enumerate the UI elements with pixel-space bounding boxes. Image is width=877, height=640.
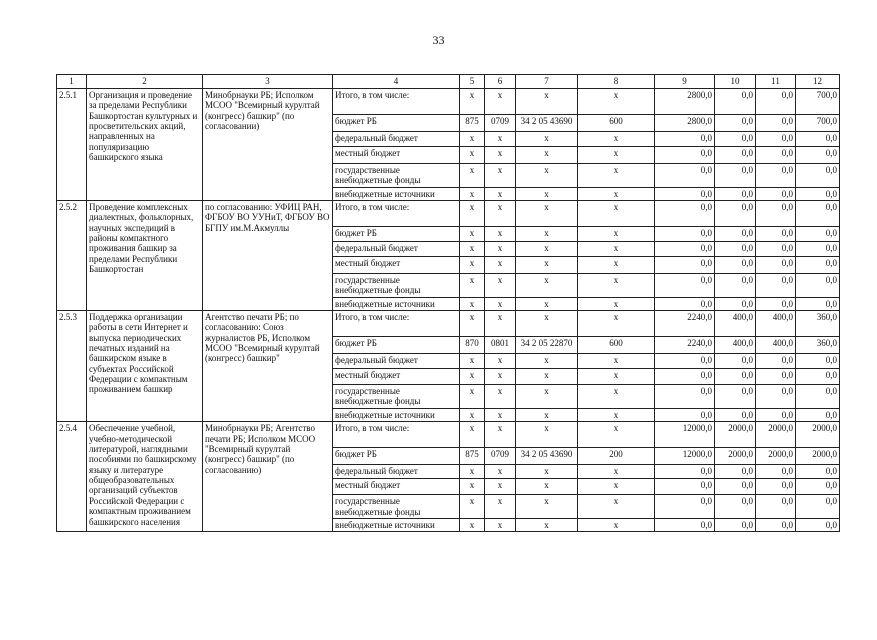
kbk-target-article-cell: x (516, 242, 578, 257)
activity-number: 2.5.2 (57, 201, 87, 311)
year-value-cell: 0,0 (715, 187, 756, 200)
kbk-target-article-cell: x (516, 495, 578, 519)
kbk-grbs-cell: x (460, 164, 485, 188)
column-number: 12 (796, 75, 840, 89)
total-cell: 0,0 (655, 132, 715, 147)
program-activities-table (56, 74, 840, 532)
kbk-target-article-cell: x (516, 422, 578, 448)
year-value-cell: 400,0 (756, 311, 796, 337)
total-cell: 0,0 (655, 274, 715, 298)
total-cell: 2240,0 (655, 311, 715, 337)
year-value-cell: 0,0 (715, 519, 756, 532)
year-value-cell: 0,0 (796, 495, 840, 519)
funding-source: бюджет РБ (333, 337, 460, 354)
kbk-target-article-cell: x (516, 187, 578, 200)
activity-name: Поддержка организации работы в сети Интернет и выпуска периодических печатных изданий на башкирском языке в субъектах Российской Федерации с компактным проживанием башкир (87, 311, 203, 422)
kbk-section-cell: x (485, 385, 516, 409)
funding-source: местный бюджет (333, 369, 460, 385)
kbk-grbs-cell: x (460, 495, 485, 519)
column-number: 5 (460, 75, 485, 89)
funding-source: внебюджетные источники (333, 297, 460, 310)
year-value-cell: 0,0 (756, 89, 796, 115)
year-value-cell: 0,0 (796, 354, 840, 369)
funding-source: Итого, в том числе: (333, 89, 460, 115)
kbk-grbs-cell: x (460, 242, 485, 257)
year-value-cell: 0,0 (715, 354, 756, 369)
kbk-expense-type-cell: x (578, 297, 655, 310)
year-value-cell: 0,0 (756, 201, 796, 227)
kbk-grbs-cell: x (460, 422, 485, 448)
activity-number: 2.5.4 (57, 422, 87, 532)
kbk-expense-type-cell: x (578, 465, 655, 479)
column-number: 6 (485, 75, 516, 89)
kbk-section-cell: x (485, 257, 516, 274)
kbk-section-cell: x (485, 311, 516, 337)
year-value-cell: 0,0 (715, 495, 756, 519)
year-value-cell: 0,0 (756, 495, 796, 519)
year-value-cell: 2000,0 (796, 448, 840, 465)
funding-source: федеральный бюджет (333, 132, 460, 147)
year-value-cell: 0,0 (715, 227, 756, 242)
year-value-cell: 0,0 (796, 465, 840, 479)
year-value-cell: 360,0 (796, 337, 840, 354)
kbk-section-cell: 0801 (485, 337, 516, 354)
kbk-grbs-cell: x (460, 132, 485, 147)
kbk-target-article-cell: x (516, 385, 578, 409)
kbk-grbs-cell: x (460, 369, 485, 385)
funding-source: Итого, в том числе: (333, 422, 460, 448)
kbk-expense-type-cell: x (578, 311, 655, 337)
year-value-cell: 400,0 (715, 337, 756, 354)
year-value-cell: 0,0 (796, 385, 840, 409)
activity-number: 2.5.1 (57, 89, 87, 201)
year-value-cell: 0,0 (756, 369, 796, 385)
total-cell: 0,0 (655, 479, 715, 495)
kbk-section-cell: 0709 (485, 448, 516, 465)
year-value-cell: 0,0 (796, 369, 840, 385)
table-row (57, 89, 840, 115)
funding-source: бюджет РБ (333, 448, 460, 465)
year-value-cell: 0,0 (796, 409, 840, 422)
year-value-cell: 0,0 (756, 227, 796, 242)
total-cell: 0,0 (655, 369, 715, 385)
funding-source: местный бюджет (333, 147, 460, 164)
year-value-cell: 2000,0 (796, 422, 840, 448)
kbk-grbs-cell: x (460, 147, 485, 164)
kbk-grbs-cell: x (460, 187, 485, 200)
activity-executor: Агентство печати РБ; по согласованию: Союз журналистов РБ, Исполком МСОО "Всемирный курултай (конгресс) башкир" (203, 311, 333, 422)
funding-source: Итого, в том числе: (333, 311, 460, 337)
table-row (57, 201, 840, 227)
kbk-grbs-cell: x (460, 257, 485, 274)
column-number: 1 (57, 75, 87, 89)
column-number: 7 (516, 75, 578, 89)
kbk-expense-type-cell: x (578, 495, 655, 519)
kbk-grbs-cell: x (460, 385, 485, 409)
year-value-cell: 0,0 (715, 409, 756, 422)
kbk-expense-type-cell: 600 (578, 115, 655, 132)
year-value-cell: 0,0 (756, 297, 796, 310)
year-value-cell: 0,0 (715, 89, 756, 115)
kbk-expense-type-cell: x (578, 409, 655, 422)
total-cell: 0,0 (655, 201, 715, 227)
kbk-target-article-cell: x (516, 274, 578, 298)
total-cell: 0,0 (655, 187, 715, 200)
year-value-cell: 0,0 (715, 164, 756, 188)
year-value-cell: 0,0 (796, 257, 840, 274)
funding-source: федеральный бюджет (333, 242, 460, 257)
activity-name: Организация и проведение за пределами Республики Башкортостан культурных и просветительских акций, направленных на популяризацию башкирского языка (87, 89, 203, 201)
funding-source: внебюджетные источники (333, 409, 460, 422)
kbk-section-cell: x (485, 409, 516, 422)
year-value-cell: 0,0 (715, 297, 756, 310)
kbk-expense-type-cell: x (578, 479, 655, 495)
kbk-expense-type-cell: x (578, 201, 655, 227)
year-value-cell: 0,0 (796, 274, 840, 298)
kbk-target-article-cell: 34 2 05 43690 (516, 115, 578, 132)
kbk-grbs-cell: x (460, 354, 485, 369)
kbk-section-cell: 0709 (485, 115, 516, 132)
year-value-cell: 0,0 (715, 257, 756, 274)
year-value-cell: 2000,0 (756, 422, 796, 448)
year-value-cell: 0,0 (715, 479, 756, 495)
total-cell: 12000,0 (655, 448, 715, 465)
kbk-target-article-cell: x (516, 519, 578, 532)
year-value-cell: 0,0 (796, 164, 840, 188)
kbk-target-article-cell: x (516, 479, 578, 495)
year-value-cell: 700,0 (796, 89, 840, 115)
table-body (57, 75, 840, 532)
year-value-cell: 0,0 (715, 115, 756, 132)
funding-source: федеральный бюджет (333, 354, 460, 369)
kbk-expense-type-cell: x (578, 257, 655, 274)
kbk-expense-type-cell: 600 (578, 337, 655, 354)
funding-source: внебюджетные источники (333, 187, 460, 200)
total-cell: 0,0 (655, 519, 715, 532)
kbk-target-article-cell: x (516, 465, 578, 479)
kbk-section-cell: x (485, 242, 516, 257)
kbk-target-article-cell: x (516, 89, 578, 115)
kbk-expense-type-cell: x (578, 519, 655, 532)
kbk-expense-type-cell: x (578, 354, 655, 369)
year-value-cell: 0,0 (796, 297, 840, 310)
kbk-expense-type-cell: x (578, 385, 655, 409)
year-value-cell: 0,0 (715, 201, 756, 227)
year-value-cell: 0,0 (715, 385, 756, 409)
kbk-target-article-cell: x (516, 164, 578, 188)
year-value-cell: 0,0 (756, 164, 796, 188)
kbk-section-cell: x (485, 89, 516, 115)
year-value-cell: 700,0 (796, 115, 840, 132)
kbk-section-cell: x (485, 369, 516, 385)
kbk-grbs-cell: x (460, 201, 485, 227)
funding-source: федеральный бюджет (333, 465, 460, 479)
activity-executor: Минобрнауки РБ; Исполком МСОО "Всемирный курултай (конгресс) башкир" (по согласовании) (203, 89, 333, 201)
kbk-target-article-cell: x (516, 227, 578, 242)
kbk-grbs-cell: x (460, 227, 485, 242)
year-value-cell: 0,0 (756, 274, 796, 298)
funding-source: государственные внебюджетные фонды (333, 164, 460, 188)
column-number: 2 (87, 75, 203, 89)
total-cell: 0,0 (655, 354, 715, 369)
kbk-target-article-cell: x (516, 354, 578, 369)
funding-source: государственные внебюджетные фонды (333, 495, 460, 519)
total-cell: 0,0 (655, 257, 715, 274)
kbk-expense-type-cell: x (578, 132, 655, 147)
total-cell: 0,0 (655, 227, 715, 242)
column-number: 3 (203, 75, 333, 89)
total-cell: 0,0 (655, 147, 715, 164)
year-value-cell: 360,0 (796, 311, 840, 337)
kbk-section-cell: x (485, 147, 516, 164)
column-number-row (57, 75, 840, 89)
year-value-cell: 400,0 (715, 311, 756, 337)
total-cell: 12000,0 (655, 422, 715, 448)
year-value-cell: 0,0 (756, 465, 796, 479)
year-value-cell: 0,0 (715, 274, 756, 298)
year-value-cell: 0,0 (756, 115, 796, 132)
year-value-cell: 0,0 (796, 147, 840, 164)
kbk-target-article-cell: 34 2 05 22870 (516, 337, 578, 354)
column-number: 11 (756, 75, 796, 89)
funding-source: Итого, в том числе: (333, 201, 460, 227)
kbk-grbs-cell: x (460, 465, 485, 479)
year-value-cell: 0,0 (796, 132, 840, 147)
year-value-cell: 0,0 (756, 409, 796, 422)
activity-executor: по согласованию: УФИЦ РАН, ФГБОУ ВО УУНиТ, ФГБОУ ВО БГПУ им.М.Акмуллы (203, 201, 333, 311)
year-value-cell: 0,0 (756, 147, 796, 164)
year-value-cell: 0,0 (796, 519, 840, 532)
page-number: 33 (432, 33, 445, 47)
activity-name: Проведение комплексных диалектных, фольклорных, научных экспедиций в районы компактного проживания башкир за пределами Республики Башкортостан (87, 201, 203, 311)
year-value-cell: 0,0 (715, 465, 756, 479)
year-value-cell: 0,0 (756, 257, 796, 274)
table-row (57, 311, 840, 337)
kbk-section-cell: x (485, 132, 516, 147)
kbk-section-cell: x (485, 227, 516, 242)
total-cell: 2240,0 (655, 337, 715, 354)
kbk-expense-type-cell: x (578, 274, 655, 298)
column-number: 10 (715, 75, 756, 89)
kbk-grbs-cell: x (460, 479, 485, 495)
funding-source: внебюджетные источники (333, 519, 460, 532)
year-value-cell: 2000,0 (756, 448, 796, 465)
kbk-expense-type-cell: x (578, 227, 655, 242)
year-value-cell: 2000,0 (715, 448, 756, 465)
column-number: 8 (578, 75, 655, 89)
year-value-cell: 2000,0 (715, 422, 756, 448)
kbk-grbs-cell: 875 (460, 115, 485, 132)
kbk-grbs-cell: 870 (460, 337, 485, 354)
year-value-cell: 0,0 (715, 242, 756, 257)
kbk-section-cell: x (485, 422, 516, 448)
kbk-target-article-cell: x (516, 201, 578, 227)
year-value-cell: 0,0 (796, 227, 840, 242)
total-cell: 2800,0 (655, 115, 715, 132)
funding-source: бюджет РБ (333, 227, 460, 242)
kbk-expense-type-cell: x (578, 187, 655, 200)
year-value-cell: 0,0 (756, 132, 796, 147)
kbk-grbs-cell: x (460, 519, 485, 532)
kbk-expense-type-cell: x (578, 89, 655, 115)
year-value-cell: 0,0 (756, 519, 796, 532)
kbk-expense-type-cell: x (578, 369, 655, 385)
funding-source: бюджет РБ (333, 115, 460, 132)
funding-source: государственные внебюджетные фонды (333, 385, 460, 409)
total-cell: 0,0 (655, 385, 715, 409)
funding-source: местный бюджет (333, 257, 460, 274)
kbk-expense-type-cell: x (578, 164, 655, 188)
kbk-grbs-cell: x (460, 274, 485, 298)
kbk-grbs-cell: 875 (460, 448, 485, 465)
activity-number: 2.5.3 (57, 311, 87, 422)
kbk-target-article-cell: 34 2 05 43690 (516, 448, 578, 465)
kbk-expense-type-cell: 200 (578, 448, 655, 465)
kbk-section-cell: x (485, 519, 516, 532)
total-cell: 0,0 (655, 242, 715, 257)
kbk-section-cell: x (485, 187, 516, 200)
column-number: 4 (333, 75, 460, 89)
kbk-section-cell: x (485, 354, 516, 369)
total-cell: 0,0 (655, 409, 715, 422)
kbk-target-article-cell: x (516, 297, 578, 310)
year-value-cell: 0,0 (756, 242, 796, 257)
kbk-target-article-cell: x (516, 132, 578, 147)
year-value-cell: 0,0 (796, 187, 840, 200)
activity-name: Обеспечение учебной, учебно-методической литературой, наглядными пособиями по башкирскому языку и литературе общеобразовательных организаций субъектов Российской Федерации с компактным проживанием башкирского населения (87, 422, 203, 532)
table-row (57, 422, 840, 448)
kbk-target-article-cell: x (516, 369, 578, 385)
kbk-target-article-cell: x (516, 311, 578, 337)
year-value-cell: 0,0 (756, 479, 796, 495)
total-cell: 0,0 (655, 297, 715, 310)
total-cell: 0,0 (655, 495, 715, 519)
kbk-grbs-cell: x (460, 409, 485, 422)
year-value-cell: 0,0 (756, 354, 796, 369)
year-value-cell: 0,0 (715, 369, 756, 385)
kbk-target-article-cell: x (516, 147, 578, 164)
kbk-expense-type-cell: x (578, 422, 655, 448)
kbk-section-cell: x (485, 479, 516, 495)
year-value-cell: 0,0 (756, 187, 796, 200)
funding-source: местный бюджет (333, 479, 460, 495)
kbk-expense-type-cell: x (578, 242, 655, 257)
year-value-cell: 0,0 (715, 132, 756, 147)
kbk-target-article-cell: x (516, 257, 578, 274)
year-value-cell: 0,0 (715, 147, 756, 164)
year-value-cell: 0,0 (796, 479, 840, 495)
funding-source: государственные внебюджетные фонды (333, 274, 460, 298)
kbk-section-cell: x (485, 465, 516, 479)
kbk-target-article-cell: x (516, 409, 578, 422)
year-value-cell: 0,0 (756, 385, 796, 409)
year-value-cell: 0,0 (796, 242, 840, 257)
total-cell: 2800,0 (655, 89, 715, 115)
kbk-expense-type-cell: x (578, 147, 655, 164)
kbk-grbs-cell: x (460, 311, 485, 337)
kbk-section-cell: x (485, 274, 516, 298)
year-value-cell: 0,0 (796, 201, 840, 227)
year-value-cell: 400,0 (756, 337, 796, 354)
kbk-section-cell: x (485, 495, 516, 519)
total-cell: 0,0 (655, 164, 715, 188)
column-number: 9 (655, 75, 715, 89)
kbk-grbs-cell: x (460, 89, 485, 115)
total-cell: 0,0 (655, 465, 715, 479)
kbk-section-cell: x (485, 201, 516, 227)
kbk-section-cell: x (485, 297, 516, 310)
kbk-section-cell: x (485, 164, 516, 188)
activity-executor: Минобрнауки РБ; Агентство печати РБ; Исполком МСОО "Всемирный курултай (конгресс) башкир" (по согласованию) (203, 422, 333, 532)
kbk-grbs-cell: x (460, 297, 485, 310)
